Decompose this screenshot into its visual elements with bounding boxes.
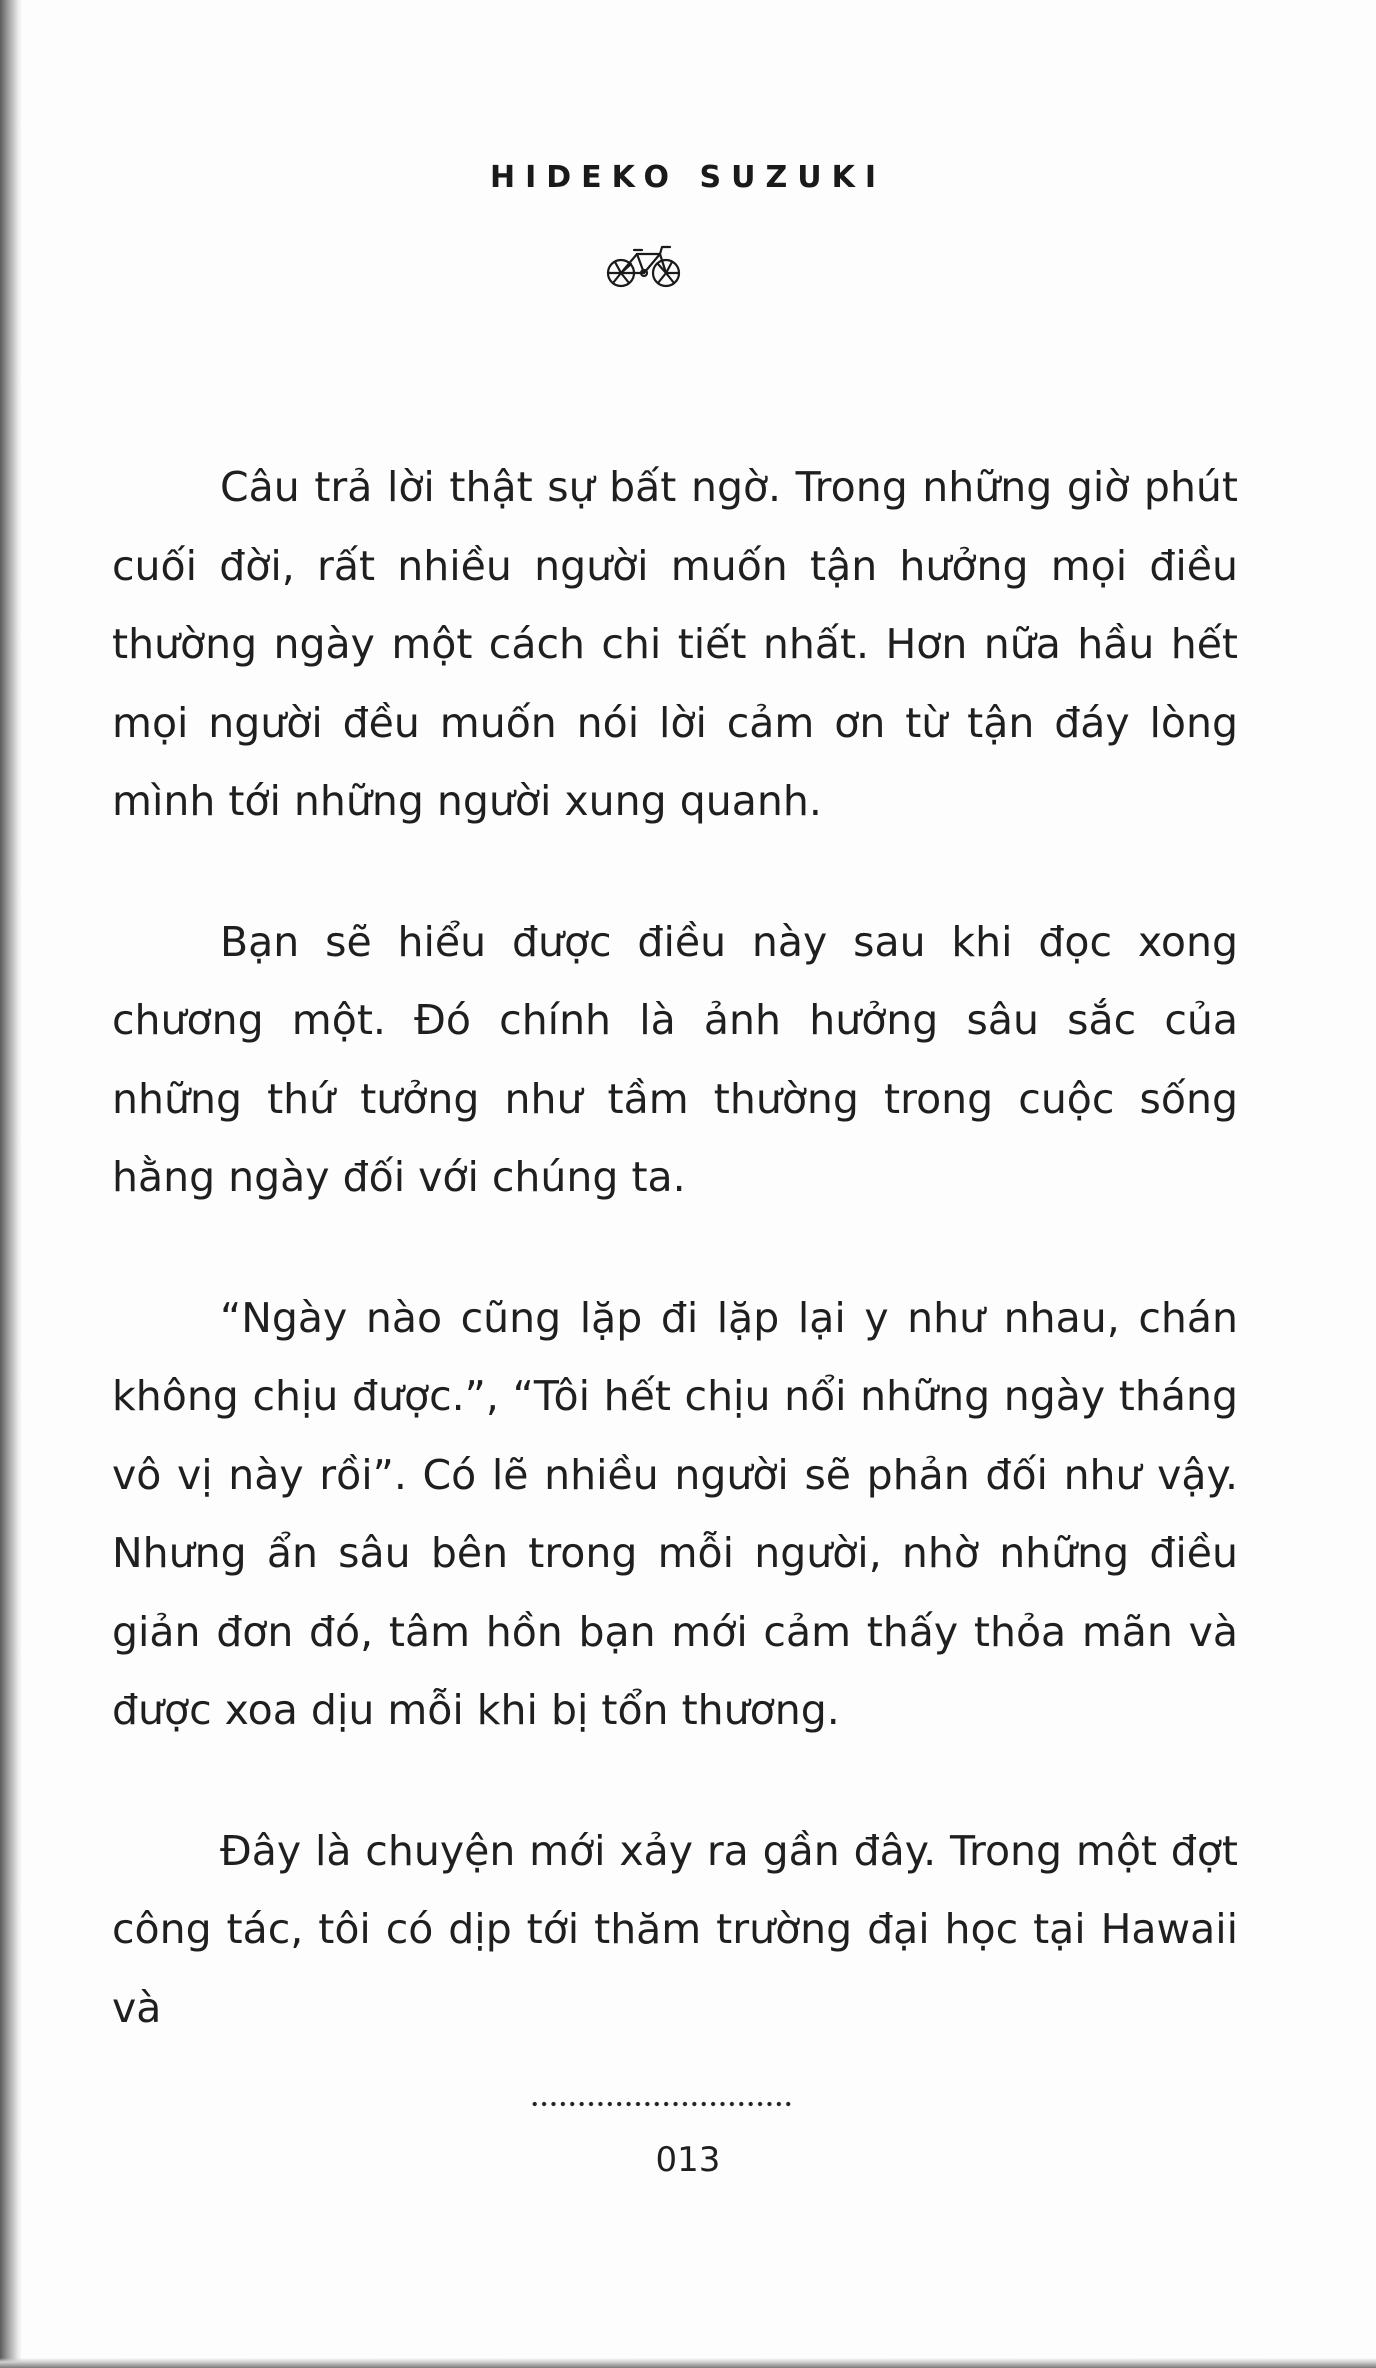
bicycle-icon xyxy=(604,244,684,290)
paragraph-4: Đây là chuyện mới xảy ra gần đây. Trong một đợt công tác, tôi có dịp tới thăm trường đại học tại Hawaii và xyxy=(112,1826,1238,2032)
running-head-author: HIDEKO SUZUKI xyxy=(489,160,886,195)
paragraph-2: Bạn sẽ hiểu được điều này sau khi đọc xong chương một. Đó chính là ảnh hưởng sâu sắc của những thứ tưởng như tầm thường trong cuộc sống hằng ngày đối với chúng ta. xyxy=(112,917,1238,1201)
page-number: 013 xyxy=(655,2140,721,2180)
footer-dotted-rule xyxy=(530,2100,792,2108)
body-text xyxy=(112,448,1238,2047)
scan-edge-bottom xyxy=(0,2358,1376,2368)
paragraph-3: “Ngày nào cũng lặp đi lặp lại y như nhau, chán không chịu được.”, “Tôi hết chịu nổi những ngày tháng vô vị này rồi”. Có lẽ nhiều người sẽ phản đối như vậy. Nhưng ẩn sâu bên trong mỗi người, nhờ những điều giản đơn đó, tâm hồn bạn mới cảm thấy thỏa mãn và được xoa dịu mỗi khi bị tổn thương. xyxy=(112,1293,1238,1734)
paragraph-1: Câu trả lời thật sự bất ngờ. Trong những giờ phút cuối đời, rất nhiều người muốn tận hưởng mọi điều thường ngày một cách chi tiết nhất. Hơn nữa hầu hết mọi người đều muốn nói lời cảm ơn từ tận đáy lòng mình tới những người xung quanh. xyxy=(112,463,1238,825)
scan-edge-left xyxy=(0,0,22,2368)
